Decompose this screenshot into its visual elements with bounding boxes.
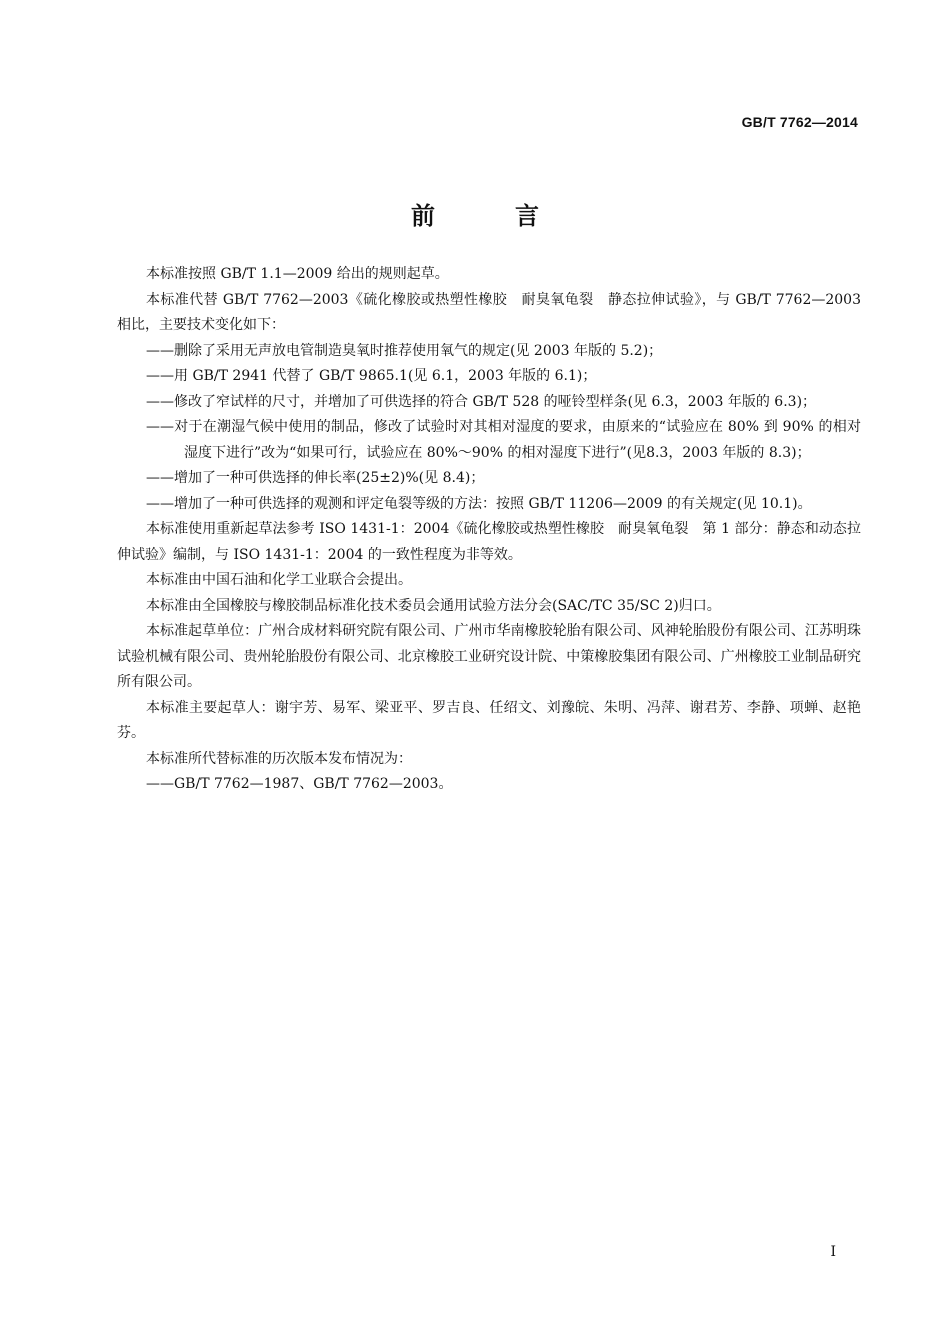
paragraph-proposer: 本标准由中国石油和化学工业联合会提出。 bbox=[146, 572, 412, 588]
change-item-6: ——增加了一种可供选择的观测和评定龟裂等级的方法：按照 GB/T 11206—2009 的有关规定(见 10.1)。 bbox=[146, 495, 812, 512]
paragraph-iso-reference: 本标准使用重新起草法参考 ISO 1431-1：2004《硫化橡胶或热塑性橡胶 耐臭氧龟裂 第 1 部分：静态和动态拉伸试验》编制，与 ISO 1431-1：2004 的一致性程度为非等效。 bbox=[117, 521, 861, 563]
paragraph-drafting-units: 本标准起草单位：广州合成材料研究院有限公司、广州市华南橡胶轮胎有限公司、风神轮胎股份有限公司、江苏明珠试验机械有限公司、贵州轮胎股份有限公司、北京橡胶工业研究设计院、中策橡胶集团有限公司、广州橡胶工业制品研究所有限公司。 bbox=[117, 623, 861, 690]
change-item-4: ——对于在潮湿气候中使用的制品，修改了试验时对其相对湿度的要求，由原来的“试验应在 80% 到 90% 的相对湿度下进行”改为“如果可行，试验应在 80%～90% 的相对湿度下进行”(见8.3，2003 年版的 8.3)； bbox=[146, 419, 861, 461]
foreword-body bbox=[117, 262, 861, 798]
history-item: ——GB/T 7762—1987、GB/T 7762—2003。 bbox=[146, 776, 453, 792]
page-number: I bbox=[830, 1244, 836, 1260]
standard-code-header: GB/T 7762—2014 bbox=[741, 114, 858, 130]
paragraph-replacement: 本标准代替 GB/T 7762—2003《硫化橡胶或热塑性橡胶 耐臭氧龟裂 静态拉伸试验》，与 GB/T 7762—2003 相比，主要技术变化如下： bbox=[117, 291, 861, 333]
paragraph-drafting-rules: 本标准按照 GB/T 1.1—2009 给出的规则起草。 bbox=[146, 266, 449, 282]
change-item-3: ——修改了窄试样的尺寸，并增加了可供选择的符合 GB/T 528 的哑铃型样条(见 6.3，2003 年版的 6.3)； bbox=[146, 393, 817, 410]
paragraph-history-intro: 本标准所代替标准的历次版本发布情况为： bbox=[146, 750, 412, 767]
change-item-5: ——增加了一种可供选择的伸长率(25±2)%(见 8.4)； bbox=[146, 470, 485, 486]
change-item-1: ——删除了采用无声放电管制造臭氧时推荐使用氧气的规定(见 2003 年版的 5.2)； bbox=[146, 342, 663, 359]
paragraph-drafters: 本标准主要起草人：谢宇芳、易军、梁亚平、罗吉良、任绍文、刘豫皖、朱明、冯萍、谢君芳、李静、项蝉、赵艳芬。 bbox=[117, 699, 861, 741]
paragraph-committee: 本标准由全国橡胶与橡胶制品标准化技术委员会通用试验方法分会(SAC/TC 35/SC 2)归口。 bbox=[146, 597, 721, 614]
change-item-2: ——用 GB/T 2941 代替了 GB/T 9865.1(见 6.1，2003 年版的 6.1)； bbox=[146, 368, 597, 384]
page-title: 前 言 bbox=[411, 202, 567, 230]
